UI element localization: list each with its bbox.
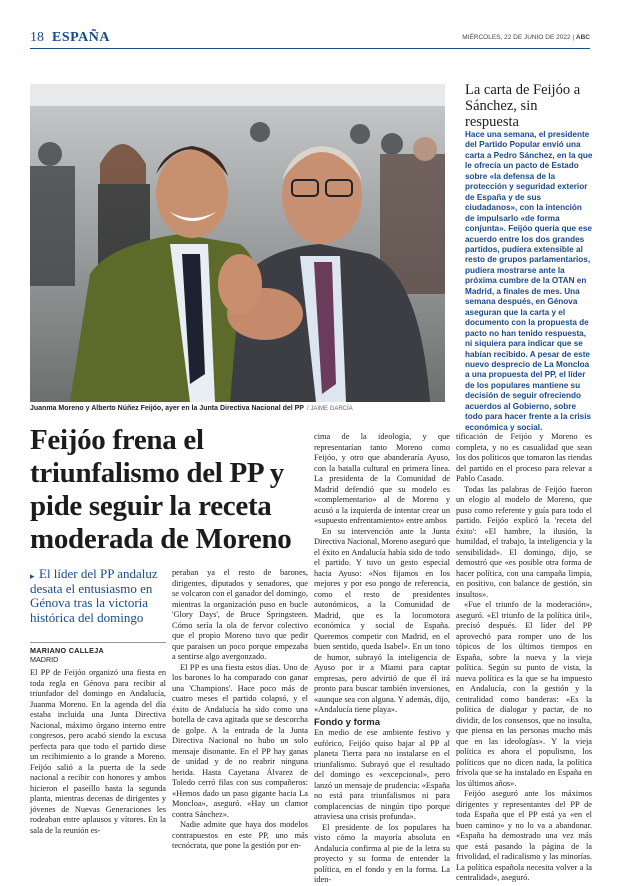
paragraph: El PP de Feijóo organizó una fiesta en toda regla en Génova para recibir al triunfador del domingo en Andalucía, Juanma Moreno. En la agenda del día estaba incluida una Junta Directiva Nacional, máximo órgano interno entre congresos, pero acabó siendo la excusa perfecta para que todo el partido diese un recibimiento a lo grande a Moreno. Feijóo salió a la puerta de la sede nacional a recibir con honores y ambos hicieron el paseíllo hasta la segunda planta, mientras decenas de dirigentes y jóvenes de Nuevas Generaciones les rodeaban entre aplausos y vítores. En la sala de la reunión es-: [30, 668, 166, 835]
dateline-place: MADRID: [30, 655, 59, 664]
news-photo: [30, 84, 445, 402]
paragraph: Todas las palabras de Feijóo fueron un elogio al modelo de Moreno, que puso como referente y guía para todo el partido. Feijóo explicó la 'receta del éxito': «El hambre, la ilusión, la humildad, el trabajo, la inteligencia y la sensibilidad». El domingo, dijo, se demostró que «es posible otra forma de hacer política, con una campaña limpia, en positivo, con balance de gestión, sin insultos».: [456, 484, 592, 599]
header-rule: [30, 48, 590, 49]
article-headline: Feijóo frena el triunfalismo del PP y pide seguir la receta moderada de Moreno: [30, 424, 292, 555]
deck-text: El líder del PP andaluz desata el entusiasmo en Génova tras la victoria histórica del domingo: [30, 566, 158, 625]
article-column-3: [314, 432, 450, 886]
subheading: Fondo y forma: [314, 716, 380, 728]
article-column-2: [172, 568, 308, 852]
paragraph: Nadie admite que haya dos modelos contrapuestos en este PP, uno más tecnócrata, que pone la gestión por en-: [172, 820, 308, 850]
deck-arrow-icon: ▸: [30, 571, 35, 581]
paragraph: tificación de Feijóo y Moreno es completa, y no es casualidad que sean los dos políticos que tomaron las riendas del partido en el proceso para relevar a Pablo Casado.: [456, 432, 592, 483]
photo-caption: Juanma Moreno y Alberto Núñez Feijóo, ayer en la Junta Directiva Nacional del PP / JAIME GARCÍA: [30, 405, 353, 412]
sidebar-body: Hace una semana, el presidente del Partido Popular envió una carta a Pedro Sánchez, en la que le ofrecía un pacto de Estado sobre «la defensa de la protección y seguridad exterior de España y de sus ciudadanos», con la intención de impulsarlo «de forma conjunta». Feijóo quería que ese acuerdo entre los dos grandes partidos, pudiera extensible al resto de grupos parlamentarios, pudiera mostrarse ante la próxima cumbre de la OTAN en Madrid, a finales de mes. Una semana después, en Génova aseguran que la carta y el documento con la propuesta de pacto no han tenido respuesta, ni siquiera para indicar que se habían recibido. A pesar de este nuevo desprecio de La Moncloa a una propuesta del PP, el líder de los populares mantiene su decisión de seguir ofreciendo acuerdos al Gobierno, sobre todo para hacer frente a la crisis económica y social.: [465, 130, 593, 432]
article-deck: [30, 567, 166, 625]
article-column-1: [30, 668, 166, 836]
date-text: MIÉRCOLES, 22 DE JUNIO DE 2022: [462, 34, 571, 41]
byline-rule: [30, 642, 166, 643]
photo-illustration: [30, 84, 445, 402]
paragraph: En medio de ese ambiente festivo y eufórico, Feijóo quiso bajar al PP al planeta Tierra para no instalarse en el triunfalismo. Subrayó que el resultado del domingo es «excepcional», pero lanzó un mensaje de prudencia: «España no está para triunfalismos ni para complacencias de ningún tipo porque atraviesa una crisis profunda».: [314, 728, 450, 821]
section-label: ESPAÑA: [52, 30, 110, 45]
photo-credit: JAIME GARCÍA: [310, 406, 353, 412]
author-name: MARIANO CALLEJA: [30, 646, 104, 655]
page-number: 18: [30, 30, 44, 45]
paragraph: peraban ya el resto de barones, dirigentes, diputados y senadores, que se volcaron con el ganador del domingo, mientras la organización puso en bucle 'Glory Days', de Bruce Springsteen. Cómo sería la ola de fervor colectivo que el propio Moreno tuvo que pedir que paraisen un poco porque empezaba a sentirse algo avergonzado.: [172, 568, 308, 661]
caption-text: Juanma Moreno y Alberto Núñez Feijóo, ayer en la Junta Directiva Nacional del PP: [30, 405, 304, 412]
paragraph: cima de la ideología, y que representarían tanto Moreno como Feijóo, y otro que abanderaría Ayuso, con la batalla cultural en primera línea. La presidenta de la Comunidad de Madrid defendió que su modelo es «complementario» al de Moreno y acusó a la izquierda de intentar crear un «supuesto enfrentamiento» entre ambos: [314, 432, 450, 525]
paragraph: El presidente de los populares ha visto cómo la mayoría absoluta en Andalucía confirma al pie de la letra su proyecto y su forma de entender la política, en el fondo y en la forma. La iden-: [314, 822, 450, 884]
sidebar-title: La carta de Feijóo a Sánchez, sin respuesta: [465, 82, 581, 130]
paragraph: Feijóo aseguró ante los máximos dirigentes y representantes del PP de toda España que el PP está ya «en el buen camino» y no lo va a abandonar. «España ha demostrado una vez más que está pasando la página de la frivolidad, el radicalismo y las minorías. La política española necesita volver a la centralidad», aseguró.: [456, 789, 592, 882]
paragraph: En su intervención ante la Junta Directiva Nacional, Moreno aseguró que el éxito en Andalucía había sido de todo el partido. Y tuvo un gesto especial hacia Ayuso: «Nos fijamos en los mejores y por eso pongo de referencia, como el resto de presidentes autonómicos, a la Comunidad de Madrid, que es la locomotora económica y social de España. Queremos competir con Madrid, en el buen sentido, queda Isabel». En un tono de humor, subrayó la inteligencia de Ayuso por ir a Miami para captar empresas, pero advirtió de que él irá pronto para buscar también inversiones, «aunque sea con alguna. Y además, dijo, «Andalucía tiene playa».: [314, 526, 450, 714]
brand-name: ABC: [575, 34, 590, 41]
paragraph: El PP es una fiesta estos días. Uno de los barones lo ha comparado con ganar una 'Champions'. Hace poco más de cuatro meses el partido colapsó, y el éxito de Andalucía ha sido como una botella de cava agitada que se descorcha de golpe. A la entrada de la Junta Directiva Nacional no hubo un solo mensaje disonante. En el PP hay ganas de unidad y de no reabrir ninguna herida. Hasta Cayetana Álvarez de Toledo cerró filas con sus compañeros: «Hemos dado un paso gigante hacia La Moncloa», aseguró. «Hay un clamor contra Sánchez».: [172, 662, 308, 819]
paragraph: «Fue el triunfo de la moderación», aseguró. «El triunfo de la política útil», precisó después. El líder del PP aprovechó para romper uno de los tópicos de los últimos tiempos en España, sobre la nueva y la vieja política. Según su punto de vista, la nueva política es la que se ha impuesto en Andalucía, con la gestión y la centralidad como banderas: «Es la política de dialogar y pactar, de no dividir, de los consensos, que no insulta, que piensa en las personas mucho más que en las ideologías». Y la vieja política es ahora el populismo, los políticos que no dicen nada, la política frívola que se ha instalado en España en los últimos años».: [456, 600, 592, 788]
header-date: MIÉRCOLES, 22 DE JUNIO DE 2022 | ABC: [462, 34, 590, 41]
article-column-4: [456, 432, 592, 884]
